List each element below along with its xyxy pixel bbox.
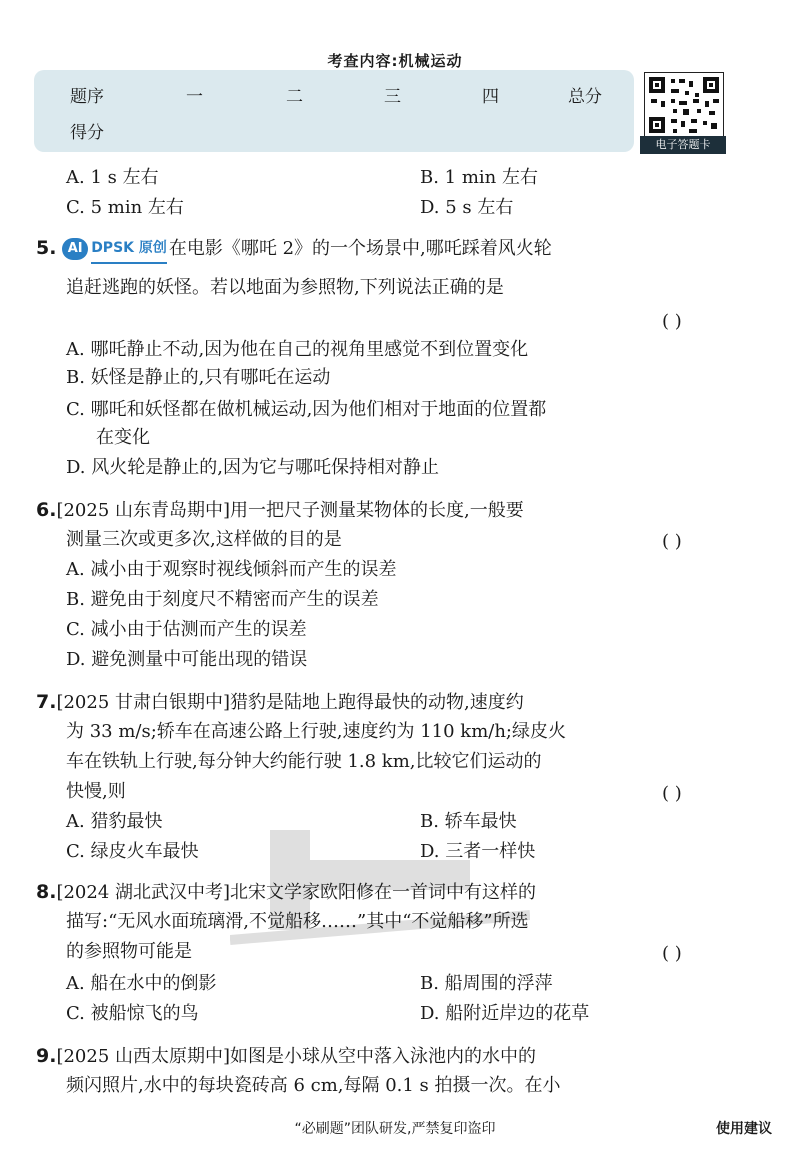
q7-answer-paren[interactable]: ( ) bbox=[662, 783, 682, 804]
q4-option-b: B. 1 min 左右 bbox=[420, 167, 538, 188]
ai-badge-text: DPSK 原创 bbox=[91, 234, 167, 264]
q8-option-c: C. 被船惊飞的鸟 bbox=[66, 1003, 199, 1024]
score-header-total: 总分 bbox=[568, 87, 602, 107]
q4-option-c: C. 5 min 左右 bbox=[66, 197, 184, 218]
q7-stem-part1: [2025 甘肃白银期中]猎豹是陆地上跑得最快的动物,速度约 bbox=[56, 692, 524, 713]
q8-option-b: B. 船周围的浮萍 bbox=[420, 973, 553, 994]
q6-option-b: B. 避免由于刻度尺不精密而产生的误差 bbox=[66, 589, 379, 610]
q8-stem-part1: [2024 湖北武汉中考]北宋文学家欧阳修在一首词中有这样的 bbox=[56, 882, 537, 903]
q8-stem-part2: 描写:“无风水面琉璃滑,不觉船移……”其中“不觉船移”所选 bbox=[66, 911, 529, 932]
ai-original-badge bbox=[62, 234, 167, 264]
score-header-3: 三 bbox=[384, 87, 401, 107]
q5-line1 bbox=[36, 234, 552, 264]
q8-answer-paren[interactable]: ( ) bbox=[662, 943, 682, 964]
q5-number: 5. bbox=[36, 237, 57, 259]
q9-line1 bbox=[36, 1042, 536, 1071]
q7-number: 7. bbox=[36, 691, 57, 713]
q6-stem-part2: 测量三次或更多次,这样做的目的是 bbox=[66, 529, 342, 550]
q6-stem-part1: [2025 山东青岛期中]用一把尺子测量某物体的长度,一般要 bbox=[56, 500, 524, 521]
q5-option-c: C. 哪吒和妖怪都在做机械运动,因为他们相对于地面的位置都 bbox=[66, 399, 547, 420]
q9-number: 9. bbox=[36, 1045, 57, 1067]
q4-option-a: A. 1 s 左右 bbox=[66, 167, 159, 188]
q5-option-a: A. 哪吒静止不动,因为他在自己的视角里感觉不到位置变化 bbox=[66, 339, 529, 360]
q8-option-d: D. 船附近岸边的花草 bbox=[420, 1003, 590, 1024]
q8-line1 bbox=[36, 878, 536, 907]
q4-option-d: D. 5 s 左右 bbox=[420, 197, 514, 218]
q8-stem-part3: 的参照物可能是 bbox=[66, 941, 192, 962]
q8-option-a: A. 船在水中的倒影 bbox=[66, 973, 217, 994]
q7-option-c: C. 绿皮火车最快 bbox=[66, 841, 199, 862]
score-header-order: 题序 bbox=[70, 87, 104, 107]
q7-stem-part4: 快慢,则 bbox=[66, 781, 126, 802]
q5-stem-part2: 追赶逃跑的妖怪。若以地面为参照物,下列说法正确的是 bbox=[66, 277, 504, 298]
score-table bbox=[34, 70, 634, 152]
q5-stem-part1: 在电影《哪吒 2》的一个场景中,哪吒踩着风火轮 bbox=[168, 238, 552, 259]
ai-badge-icon: AI bbox=[62, 238, 88, 260]
q9-stem-part2: 频闪照片,水中的每块瓷砖高 6 cm,每隔 0.1 s 拍摄一次。在小 bbox=[66, 1075, 561, 1096]
footer-notice: “必刷题”团队研发,严禁复印盗印 bbox=[294, 1121, 496, 1137]
q7-stem-part3: 车在铁轨上行驶,每分钟大约能行驶 1.8 km,比较它们运动的 bbox=[66, 751, 542, 772]
q5-option-d: D. 风火轮是静止的,因为它与哪吒保持相对静止 bbox=[66, 457, 439, 478]
score-header-2: 二 bbox=[286, 87, 303, 107]
q5-answer-paren[interactable]: ( ) bbox=[662, 311, 682, 332]
score-header-1: 一 bbox=[186, 87, 203, 107]
q5-option-b: B. 妖怪是静止的,只有哪吒在运动 bbox=[66, 367, 331, 388]
q9-stem-part1: [2025 山西太原期中]如图是小球从空中落入泳池内的水中的 bbox=[56, 1046, 537, 1067]
q6-option-a: A. 减小由于观察时视线倾斜而产生的误差 bbox=[66, 559, 397, 580]
qr-code-icon[interactable] bbox=[644, 72, 724, 138]
q6-number: 6. bbox=[36, 499, 57, 521]
q7-option-a: A. 猎豹最快 bbox=[66, 811, 163, 832]
score-row-label: 得分 bbox=[70, 123, 104, 143]
qr-caption: 电子答题卡 bbox=[640, 136, 726, 154]
q6-line1 bbox=[36, 496, 524, 525]
q6-option-d: D. 避免测量中可能出现的错误 bbox=[66, 649, 308, 670]
q7-stem-part2: 为 33 m/s;轿车在高速公路上行驶,速度约为 110 km/h;绿皮火 bbox=[66, 721, 566, 742]
q7-line1 bbox=[36, 688, 524, 717]
exam-topic: 考查内容:机械运动 bbox=[327, 52, 463, 70]
q5-option-c-cont: 在变化 bbox=[96, 427, 150, 448]
q8-number: 8. bbox=[36, 881, 57, 903]
q7-option-b: B. 轿车最快 bbox=[420, 811, 517, 832]
footer-usage-tip: 使用建议 bbox=[716, 1121, 772, 1137]
q6-option-c: C. 减小由于估测而产生的误差 bbox=[66, 619, 307, 640]
score-header-4: 四 bbox=[482, 87, 499, 107]
q7-option-d: D. 三者一样快 bbox=[420, 841, 536, 862]
q6-answer-paren[interactable]: ( ) bbox=[662, 531, 682, 552]
